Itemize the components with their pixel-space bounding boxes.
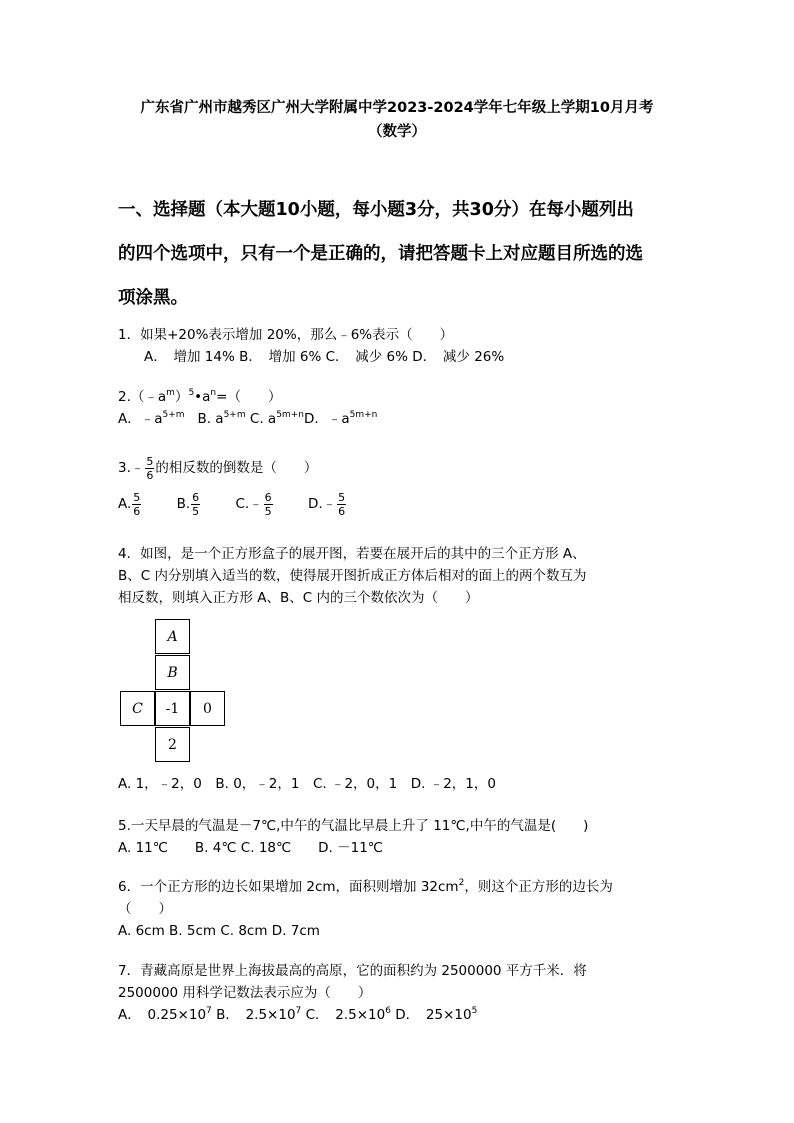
question-2-stem: $2.(﹣a^m)^5•a^n=$（ ） bbox=[118, 388, 282, 405]
question-4-line-1: 4．如图，是一个正方形盒子的展开图，若要在展开后的其中的三个正方形 A、 bbox=[118, 546, 586, 562]
net-cell-center: -1 bbox=[155, 691, 190, 726]
question-4-line-2: B、C 内分别填入适当的数，使得展开图折成正方体后相对的面上的两个数互为 bbox=[118, 568, 587, 584]
question-4-line-3: 相反数，则填入正方形 A、B、C 内的三个数依次为（ ） bbox=[118, 590, 479, 606]
question-3-fraction: $\frac{5}{6}$ bbox=[146, 454, 154, 482]
question-7-options: A． $0.25\times 10^7$ B． $2.5\times 10^7$ C． $2.5\times 10^6$ D． $25\times 10^5$ bbox=[118, 1006, 478, 1023]
cube-net-figure bbox=[120, 619, 230, 763]
net-cell-c: C bbox=[120, 691, 155, 726]
question-3-option-c: C.﹣ $\frac{6}{5}$ bbox=[235, 490, 272, 518]
question-7-line-2: 2500000 用科学记数法表示应为（ ） bbox=[118, 985, 372, 1001]
question-7-line-1: 7．青藏高原是世界上海拔最高的高原，它的面积约为 2500000 平方千米．将 bbox=[118, 963, 587, 979]
question-6-stem-line-2: （ ） bbox=[118, 901, 172, 917]
question-3-options bbox=[118, 486, 688, 522]
question-7 bbox=[118, 960, 688, 1026]
question-2 bbox=[118, 386, 688, 430]
question-6 bbox=[118, 876, 688, 942]
net-cell-b: B bbox=[155, 655, 190, 690]
net-cell-bottom: 2 bbox=[155, 727, 190, 762]
question-3 bbox=[118, 454, 688, 522]
question-3-option-a: A. $\frac{5}{6}$ bbox=[118, 490, 141, 518]
question-3-option-b: B. $\frac{6}{5}$ bbox=[176, 490, 200, 518]
question-4-options: A. 1，﹣2，0 B. 0，﹣2，1 C. ﹣2，0，1 D. ﹣2，1，0 bbox=[118, 776, 496, 792]
section-line-1: 一、选择题（本大题10小题，每小题3分，共30分）在每小题列出 bbox=[118, 200, 634, 220]
question-1-stem: 1．如果+20%表示增加 20%，那么﹣6%表示（ ） bbox=[118, 327, 454, 343]
net-cell-right: 0 bbox=[190, 691, 225, 726]
question-1-options: A． 增加 14% B． 增加 6% C． 减少 6% D． 减少 26% bbox=[144, 349, 505, 365]
title-line-1: 广东省广州市越秀区广州大学附属中学2023-2024学年七年级上学期10月月考 bbox=[140, 100, 654, 116]
section-heading bbox=[118, 188, 680, 320]
question-6-stem: 6．一个正方形的边长如果增加 2cm，面积则增加 $32cm^2$，则这个正方形的边长为 bbox=[118, 878, 613, 895]
section-line-3: 项涂黑。 bbox=[118, 288, 188, 308]
question-5 bbox=[118, 815, 688, 859]
section-line-2: 的四个选项中，只有一个是正确的，请把答题卡上对应题目所选的选 bbox=[118, 244, 643, 264]
question-2-options: A．$﹣a^{5+m}$ B. $a^{5+m}$ C. $a^{5m+n}D$．$﹣a^{5m+n}$ bbox=[118, 410, 378, 427]
question-5-stem: 5.一天早晨的气温是－7℃,中午的气温比早晨上升了 11℃,中午的气温是( ) bbox=[118, 818, 589, 834]
question-5-options: A. 11℃ B. 4℃ C. 18℃ D. －11℃ bbox=[118, 840, 383, 856]
question-1 bbox=[118, 324, 688, 368]
question-3-option-d: D.﹣ $\frac{5}{6}$ bbox=[307, 490, 346, 518]
question-6-options: A. 6cm B. 5cm C. 8cm D. 7cm bbox=[118, 923, 320, 939]
net-cell-a: A bbox=[155, 619, 190, 654]
question-4-options-block bbox=[118, 773, 688, 795]
question-4 bbox=[118, 543, 688, 609]
question-3-stem: 3.﹣ $\frac{5}{6}$ 的相反数的倒数是（ ） bbox=[118, 454, 318, 482]
document-title bbox=[112, 96, 682, 144]
title-line-2: （数学） bbox=[368, 124, 426, 140]
